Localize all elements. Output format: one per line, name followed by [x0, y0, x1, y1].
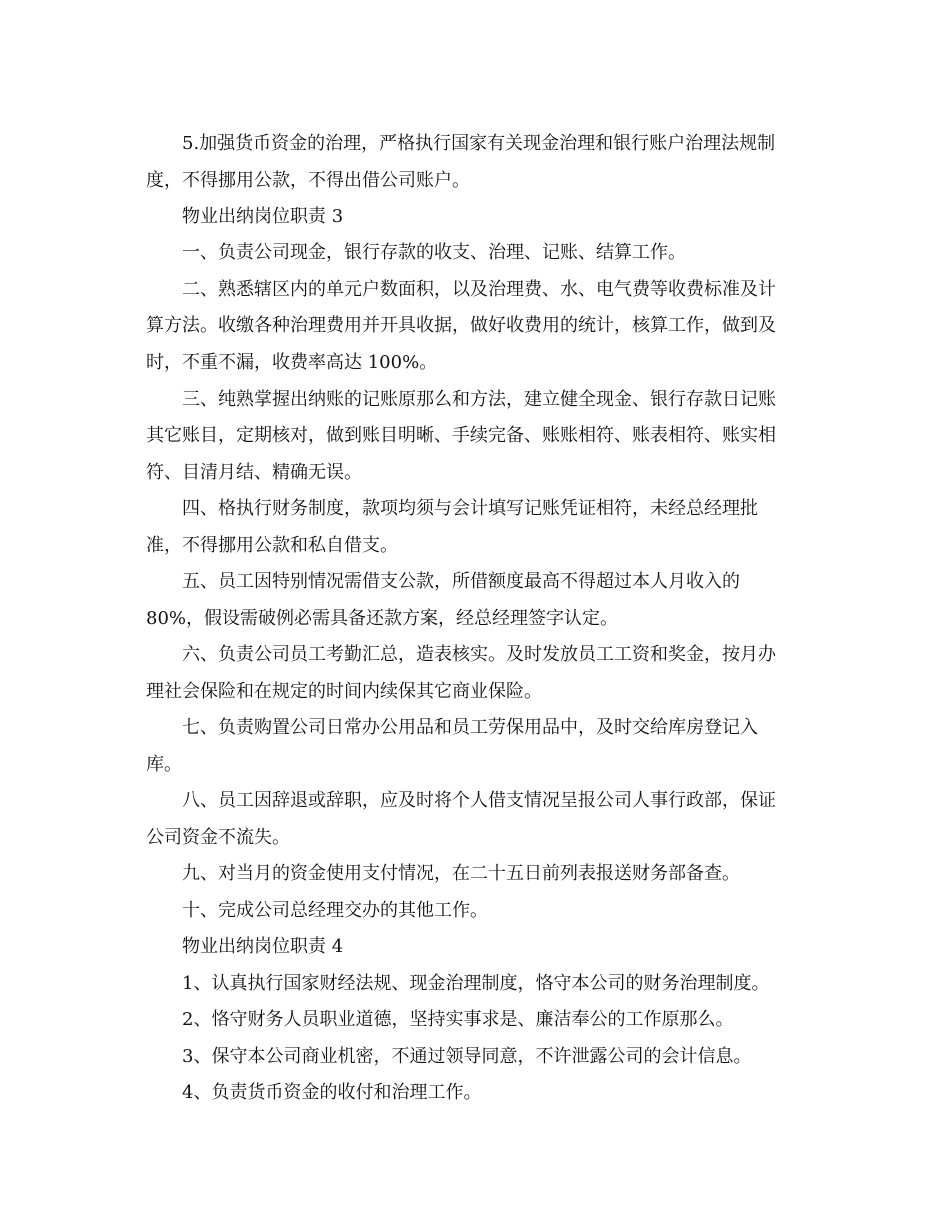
text-line: 其它账目，定期核对，做到账目明晰、手续完备、账账相符、账表相符、账实相	[146, 425, 776, 446]
text-line: 九、对当月的资金使用支付情况，在二十五日前列表报送财务部备查。	[182, 863, 740, 884]
text-line: 七、负责购置公司日常办公用品和员工劳保用品中，及时交给库房登记入	[182, 717, 758, 738]
text-line: 库。	[146, 754, 182, 775]
text-line: 80%，假设需破例必需具备还款方案，经总经理签字认定。	[146, 608, 619, 629]
text-line: 1、认真执行国家财经法规、现金治理制度，恪守本公司的财务治理制度。	[182, 973, 770, 994]
text-line: 五、员工因特别情况需借支公款，所借额度最高不得超过本人月收入的	[182, 571, 740, 592]
text-line: 算方法。收缴各种治理费用并开具收据，做好收费用的统计，核算工作，做到及	[146, 315, 776, 336]
text-line: 时，不重不漏，收费率高达 100%。	[146, 352, 438, 373]
section-heading: 物业出纳岗位职责 3	[182, 206, 344, 227]
text-line: 六、负责公司员工考勤汇总，造表核实。及时发放员工工资和奖金，按月办	[182, 644, 776, 665]
text-line: 二、熟悉辖区内的单元户数面积，以及治理费、水、电气费等收费标准及计	[182, 279, 776, 300]
text-line: 5.加强货币资金的治理，严格执行国家有关现金治理和银行账户治理法规制	[182, 133, 776, 154]
text-line: 度，不得挪用公款，不得出借公司账户。	[146, 170, 470, 191]
text-line: 四、格执行财务制度，款项均须与会计填写记账凭证相符，未经总经理批	[182, 498, 758, 519]
text-line: 符、目清月结、精确无误。	[146, 462, 362, 483]
text-line: 一、负责公司现金，银行存款的收支、治理、记账、结算工作。	[182, 242, 686, 263]
text-line: 十、完成公司总经理交办的其他工作。	[182, 900, 488, 921]
text-line: 八、员工因辞退或辞职，应及时将个人借支情况呈报公司人事行政部，保证	[182, 790, 776, 811]
section-heading: 物业出纳岗位职责 4	[182, 936, 344, 957]
text-line: 2、恪守财务人员职业道德，坚持实事求是、廉洁奉公的工作原那么。	[182, 1009, 734, 1030]
text-line: 4、负责货币资金的收付和治理工作。	[182, 1082, 482, 1103]
text-line: 准，不得挪用公款和私自借支。	[146, 535, 398, 556]
text-line: 三、纯熟掌握出纳账的记账原那么和方法，建立健全现金、银行存款日记账	[182, 389, 776, 410]
text-line: 公司资金不流失。	[146, 827, 290, 848]
text-line: 3、保守本公司商业机密，不通过领导同意，不许泄露公司的会计信息。	[182, 1046, 752, 1067]
text-line: 理社会保险和在规定的时间内续保其它商业保险。	[146, 681, 542, 702]
